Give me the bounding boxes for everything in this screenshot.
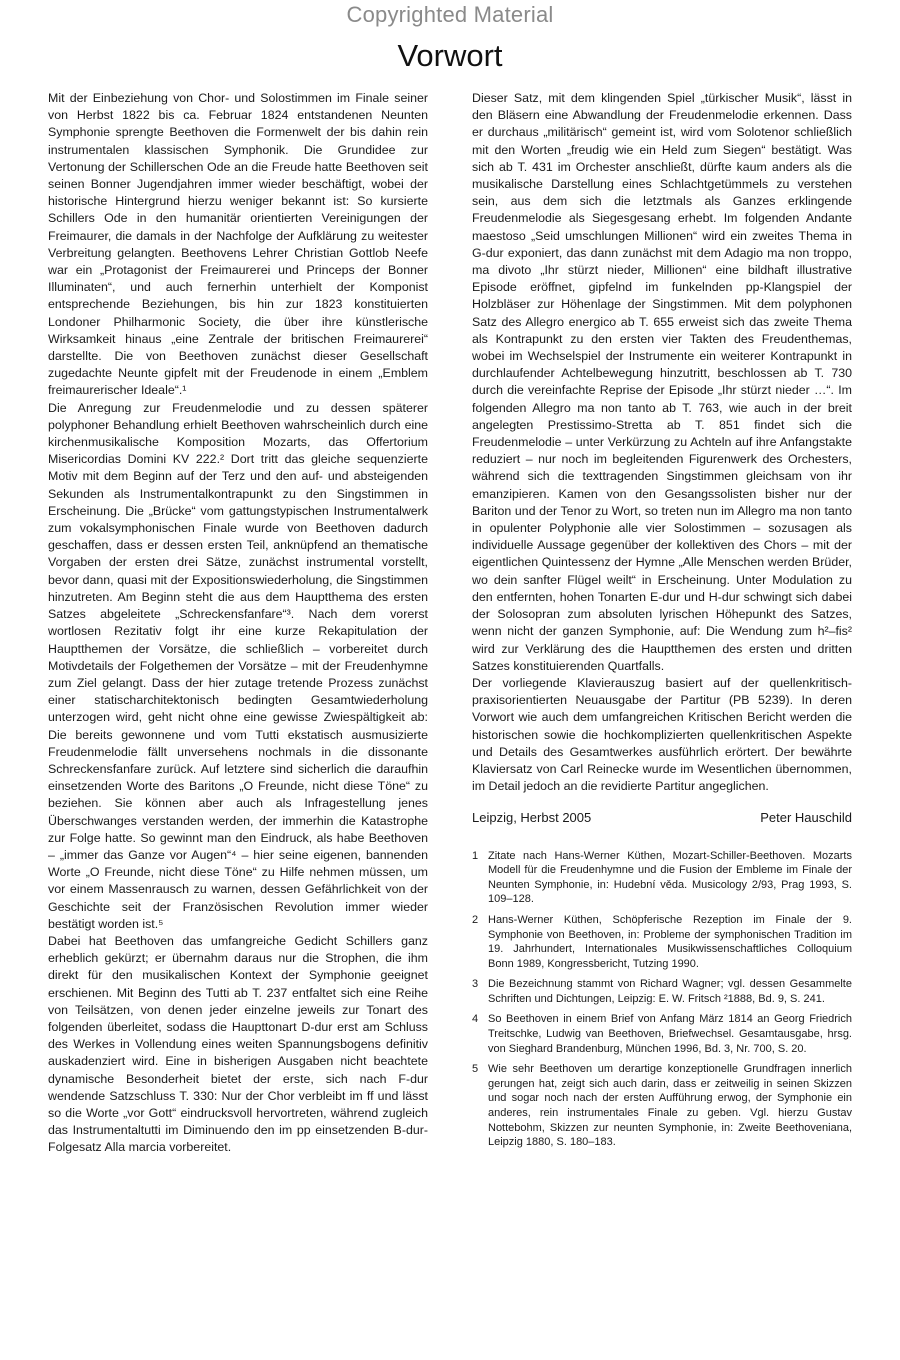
footnote-number: 5: [472, 1063, 479, 1076]
footnote: [472, 1012, 852, 1056]
footnote: [472, 849, 852, 907]
paragraph: Dabei hat Beethoven das umfangreiche Gedicht Schillers ganz erheblich gekürzt; er übernahm daraus nur die Strophen, die ihm direkt für den musikalischen Kontext der Symphonie geeignet erschienen. Mit Beginn des Tutti ab T. 237 entfaltet sich eine Reihe von Teilsätzen, von denen jeder einzelne jeweils zur Tonart des folgenden überleitet, sodass die Haupttonart D-dur erst am Schluss des Werkes in Vollendung eines weiten Spannungsbogens definitiv auskadenziert wird. Eine in bisherigen Ausgaben nicht beachtete dynamische Besonderheit bietet der erste, sich nach F-dur wendende Satzschluss T. 330: Nur der Chor verbleibt im ff und lässt so die Worte „vor Gott“ eindrucksvoll hervortreten, während zugleich das Instrumentaltutti im Diminuendo den im pp einsetzenden B-dur-Folgesatz Alla marcia vorbereitet.: [48, 933, 428, 1155]
place-date: Leipzig, Herbst 2005: [472, 810, 592, 826]
signature-line: [472, 809, 852, 826]
footnote-text: Zitate nach Hans-Werner Küthen, Mozart-Schiller-Beethoven. Mozarts Modell für die Freudenhymne und die Fusion der Embleme im Finale der Neunten Symphonie, in: Hudební věda. Musicology 2/93, Prag 1993, S. 109–128.: [488, 849, 852, 906]
footnote-number: 4: [472, 1013, 479, 1026]
paragraph: Mit der Einbeziehung von Chor- und Solostimmen im Finale seiner von Herbst 1822 bis ca. Februar 1824 entstandenen Neunten Symphonie sprengte Beethoven die Formenwelt der bis dahin rein instrumentalen klassischen Symphonik. Die Grundidee zur Vertonung der Schillerschen Ode an die Freude hatte Beethoven seit seinen Bonner Jugendjahren immer wieder beschäftigt, wobei der historische Hintergrund hierzu weniger bekannt ist: So kursierte Schillers Ode in den humanitär orientierten Vereinigungen der Freimaurer, die damals in der Nachfolge der Aufklärung zu weitester Verbreitung gelangten. Beethovens Lehrer Christian Gottlob Neefe war ein „Protagonist der Freimaurerei und Princeps der Bonner Illuminaten“, und auch fernerhin unterhielt der Komponist entsprechende Beziehungen, bis hin zur 1823 konstituierten Londoner Philharmonic Society, die über ihre künstlerische Wirksamkeit hinaus „eine Zentrale der britischen Freimaurerei“ darstellte. Die von Beethoven zunächst dieser Gesellschaft zugedachte Neunte gipfelt mit der Freudenode in einem „Emblem freimaurerischer Ideale“.¹: [48, 91, 428, 398]
copyright-watermark: Copyrighted Material: [346, 2, 554, 27]
footnote-number: 3: [472, 978, 479, 991]
footnote-number: 1: [472, 849, 479, 862]
page-title: Vorwort: [397, 38, 503, 73]
footnote-text: Die Bezeichnung stammt von Richard Wagner; vgl. dessen Gesammelte Schriften und Dichtungen, Leipzig: E. W. Fritsch ²1888, Bd. 9, S. 241.: [488, 978, 852, 1005]
footnote-number: 2: [472, 913, 479, 926]
paragraph: Die Anregung zur Freudenmelodie und zu dessen späterer polyphoner Behandlung erhielt Beethoven wahrscheinlich durch eine kirchenmusikalische Komposition Mozarts, das Offertorium Misericordias Domini KV 222.² Dort tritt das gleiche sequenzierte Motiv mit dem Beginn auf der Terz und den auf- und absteigenden Sekunden als Instrumentalkontrapunkt zu den Singstimmen in Erscheinung. Die „Brücke“ vom gattungstypischen Instrumentalwerk zum vokalsymphonischen Finale wurde von Beethoven dadurch geschaffen, dass er dessen ersten Teil, anknüpfend an thematische Vorgaben der ersten drei Sätze, zunächst instrumental vorstellt, bevor dann, quasi mit der Expositionswiederholung, die Singstimmen hinzutreten. Am Beginn steht die aus dem Hauptthema des ersten Satzes abgeleitete „Schreckensfanfare“³. Nach dem vorerst wortlosen Rezitativ folgt ihr eine kurze Rekapitulation der Hauptthemen der Vorsätze, die schließlich – vorbereitet durch Motivdetails der Folgethemen der Vorsätze – mit der Freudenhymne zum Ziel gelangt. Dass der hier zutage tretende Prozess zunächst einer statischarchitektonisch bedingten Gesamtwiederholung unterzogen wird, geht nicht ohne eine gewisse Zwiespältigkeit ab: Die bereits gewonnene und vom Tutti ekstatisch ausmusizierte Freudenmelodie fällt unversehens nochmals in die dissonante Schreckensfanfare zurück. Auf letztere sind sicherlich die daraufhin einsetzenden Worte des Baritons „O Freunde, nicht diese Töne“ zu beziehen. Sie können aber auch als Infragestellung jenes Überschwanges verstanden werden, der immerhin die Katastrophe zur Folge hatte. So gewinnt man den Eindruck, als habe Beethoven – „immer das Ganze vor Augen“⁴ – hier seine eigenen, bannenden Worte „O Freunde, nicht diese Töne“ zu Hilfe nehmen müssen, um vor einem Massenrausch zu warnen, dessen Gefährlichkeit von der Geschichte seit der Französischen Revolution immer wieder bestätigt worden ist.⁵: [48, 400, 428, 931]
author-name: Peter Hauschild: [760, 810, 852, 826]
right-column: [472, 90, 852, 1156]
footnote: [472, 977, 852, 1006]
footnote: [472, 1062, 852, 1150]
footnote-text: Wie sehr Beethoven um derartige konzeptionelle Grundfragen innerlich gerungen hat, zeigt sich auch darin, dass er zeitweilig in seinen Skizzen und sogar noch nach der ersten Aufführung erwog, der Symphonie ein anderes, rein instrumentales Finale zu geben. Vgl. hierzu Gustav Nottebohm, Skizzen zur neunten Symphonie, in: Zweite Beethoveniana, Leipzig 1880, S. 180–183.: [488, 1063, 852, 1149]
footnote-text: Hans-Werner Küthen, Schöpferische Rezeption im Finale der 9. Symphonie von Beethoven, in: Probleme der symphonischen Tradition im 19. Jahrhundert, Internationales Musikwissenschaftliches Colloquium Bonn 1989, Kongressbericht, Tutzing 1990.: [488, 913, 852, 970]
paragraph: Der vorliegende Klavierauszug basiert auf der quellenkritisch-praxisorientierten Neuausgabe der Partitur (PB 5239). In deren Vorwort wie auch dem umfangreichen Kritischen Bericht werden die historischen sowie die hochkomplizierten quellenkritischen Aspekte und Details des Gesamtwerkes ausführlich erörtert. Der bewährte Klaviersatz von Carl Reinecke wurde im Wesentlichen übernommen, im Detail jedoch an die revidierte Partitur angeglichen.: [472, 675, 852, 794]
left-column: [48, 90, 428, 1157]
footnotes: [472, 849, 852, 1150]
footnote-text: So Beethoven in einem Brief von Anfang März 1814 an Georg Friedrich Treitschke, Ludwig van Beethoven, Briefwechsel. Gesamtausgabe, hrsg. von Sieghard Brandenburg, München 1996, Bd. 3, Nr. 700, S. 20.: [488, 1013, 852, 1055]
paragraph: Dieser Satz, mit dem klingenden Spiel „türkischer Musik“, lässt in den Bläsern eine Abwandlung der Freudenmelodie erkennen. Dass er durchaus „militärisch“ gemeint ist, wird vom Solotenor schließlich mit den Worten „freudig wie ein Held zum Siegen“ bestätigt. Was sich ab T. 431 im Orchester anschließt, dürfte kaum anders als die musikalische Darstellung eines Schlachtgetümmels zu verstehen sein, aus dem sich die letztmals als Ganzes erklingende Freudenmelodie als Siegesgesang erhebt. Im folgenden Andante maestoso „Seid umschlungen Millionen“ wird ein zweites Thema in G-dur exponiert, das dann zunächst mit dem Adagio ma non troppo, ma divoto „Ihr stürzt nieder, Millionen“ eine bildhaft illustrative Episode eröffnet, gipfelnd im funkelnden pp-Klangspiel der Holzbläser zur Höhenlage der Singstimmen. Mit dem polyphonen Satz des Allegro energico ab T. 655 erweist sich das zweite Thema als Kontrapunkt zu den ersten vier Takten des Freudenthemas, wobei im Wechselspiel der Instrumente ein weiterer Kontrapunkt in durchlaufender Achtelbewegung hinzutritt, beschlossen ab T. 730 durch die vereinfachte Reprise der Episode „Ihr stürzt nieder …“. Im folgenden Allegro ma non tanto ab T. 763, wie auch in der breit angelegten Prestissimo-Stretta ab T. 851 findet sich die Freudenmelodie – unter Verkürzung zu Achteln auf ihre Anfangstakte reduziert – nur noch im begleitenden Figurenwerk des Orchesters, während sich die texttragenden Singstimmen gleichsam von ihr emanzipieren. Kamen von den Gesangssolisten bisher nur der Bariton und der Tenor zu Wort, so treten nun im Allegro ma non tanto in opulenter Polyphonie alle vier Solostimmen – sozusagen als individuelle Aussage gegenüber der kollektiven des Chors – mit der eigentlichen Quintessenz der Hymne „Alle Menschen werden Brüder, wo dein sanfter Flügel weilt“ in Erscheinung. Unter Modulation zu den entfernten, hohen Tonarten E-dur und H-dur schwingt sich dabei der Solosopran zum absoluten lyrischen Höhepunkt des Satzes, wenn nicht der ganzen Symphonie, auf: Die Wendung zum h²–fis² wird zur Verklärung des die Hauptthemen des ersten und dritten Satzes konstituierenden Quartfalls.: [472, 91, 852, 673]
footnote: [472, 913, 852, 971]
